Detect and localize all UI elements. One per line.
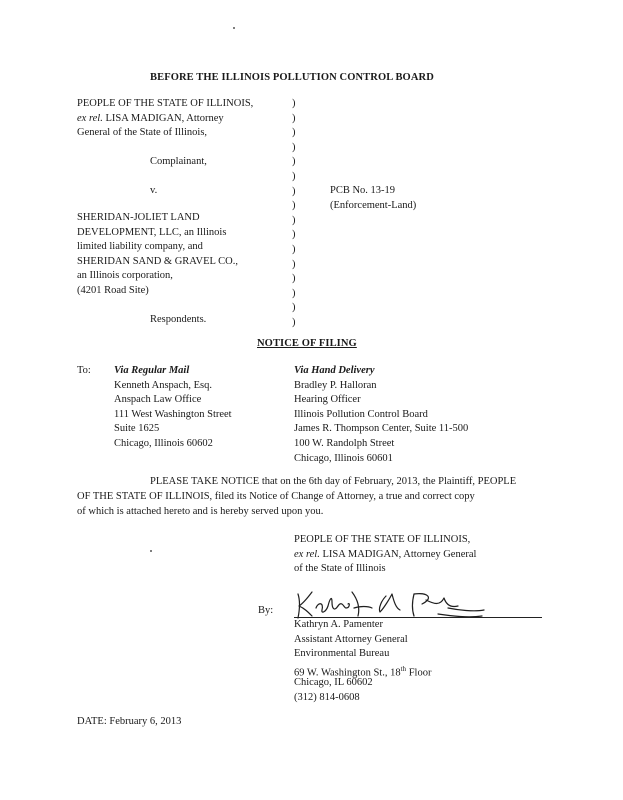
caption-parentheses: ) ) ) ) ) ) ) ) ) ) ) ) ) ) ) ) [292, 98, 296, 328]
respondents-label: Respondents. [150, 314, 207, 325]
case-number: PCB No. 13-19 [330, 185, 396, 196]
recipient-left-line-3: 111 West Washington Street [114, 408, 232, 420]
signer-block [294, 618, 431, 706]
respondent-line-4: SHERIDAN SAND & GRAVEL CO., [77, 255, 239, 267]
delivery-method-left: Via Regular Mail [114, 365, 190, 376]
party-line-2: ex rel. LISA MADIGAN, Attorney General [294, 548, 477, 560]
plaintiff-line-1: PEOPLE OF THE STATE OF ILLINOIS, [77, 98, 254, 109]
plaintiff-block [77, 97, 253, 141]
scan-speck [233, 27, 235, 29]
notice-title: NOTICE OF FILING [257, 338, 357, 349]
respondent-line-5: an Illinois corporation, [77, 270, 173, 282]
by-label: By: [258, 605, 274, 616]
signer-name: Kathryn A. Pamenter [294, 619, 383, 630]
respondent-block [77, 211, 238, 299]
respondent-line-6: (4201 Road Site) [77, 284, 149, 296]
signer-title: Assistant Attorney General [294, 633, 408, 645]
signature-party [294, 533, 476, 577]
party-line-2-rest: LISA MADIGAN, Attorney General [319, 548, 477, 560]
recipient-right [294, 364, 468, 466]
recipient-left-line-2: Anspach Law Office [114, 394, 202, 406]
recipient-right-line-4: James R. Thompson Center, Suite 11-500 [294, 423, 469, 435]
to-label: To: [77, 365, 91, 376]
complainant-label: Complainant, [150, 156, 207, 167]
recipient-right-line-5: 100 W. Randolph Street [294, 437, 395, 449]
signer-phone: (312) 814-0608 [294, 691, 360, 703]
recipient-left-line-4: Suite 1625 [114, 423, 160, 435]
plaintiff-line-3: General of the State of Illinois, [77, 127, 208, 139]
body-line-3: of which is attached hereto and is hereby served upon you. [77, 506, 324, 517]
party-line-1: PEOPLE OF THE STATE OF ILLINOIS, [294, 534, 471, 545]
party-line-3: of the State of Illinois [294, 563, 386, 575]
case-type: (Enforcement-Land) [330, 200, 417, 211]
respondent-line-2: DEVELOPMENT, LLC, an Illinois [77, 226, 227, 238]
recipient-right-line-3: Illinois Pollution Control Board [294, 408, 428, 420]
respondent-line-3: limited liability company, and [77, 241, 203, 253]
recipient-right-line-1: Bradley P. Halloran [294, 379, 377, 391]
recipient-left-line-5: Chicago, Illinois 60602 [114, 437, 213, 449]
versus-label: v. [150, 185, 158, 196]
signer-city: Chicago, IL 60602 [294, 677, 373, 689]
document-date: DATE: February 6, 2013 [77, 716, 182, 727]
body-line-1: PLEASE TAKE NOTICE that on the 6th day of February, 2013, the Plaintiff, PEOPLE [150, 476, 517, 487]
signer-street: 69 W. Washington St., 18th Floor [294, 664, 432, 679]
signer-bureau: Environmental Bureau [294, 648, 390, 660]
recipient-right-line-6: Chicago, Illinois 60601 [294, 452, 393, 464]
recipient-left-line-1: Kenneth Anspach, Esq. [114, 379, 212, 391]
scan-speck [150, 550, 152, 552]
body-line-2: OF THE STATE OF ILLINOIS, filed its Notice of Change of Attorney, a true and correct copy [77, 491, 475, 502]
recipient-left [114, 364, 232, 452]
plaintiff-line-2-rest: LISA MADIGAN, Attorney [102, 112, 224, 124]
respondent-line-1: SHERIDAN-JOLIET LAND [77, 212, 200, 223]
document-heading: BEFORE THE ILLINOIS POLLUTION CONTROL BOARD [150, 72, 434, 83]
recipient-right-line-2: Hearing Officer [294, 394, 361, 406]
delivery-method-right: Via Hand Delivery [294, 365, 375, 376]
plaintiff-line-2: ex rel. LISA MADIGAN, Attorney [77, 112, 224, 124]
